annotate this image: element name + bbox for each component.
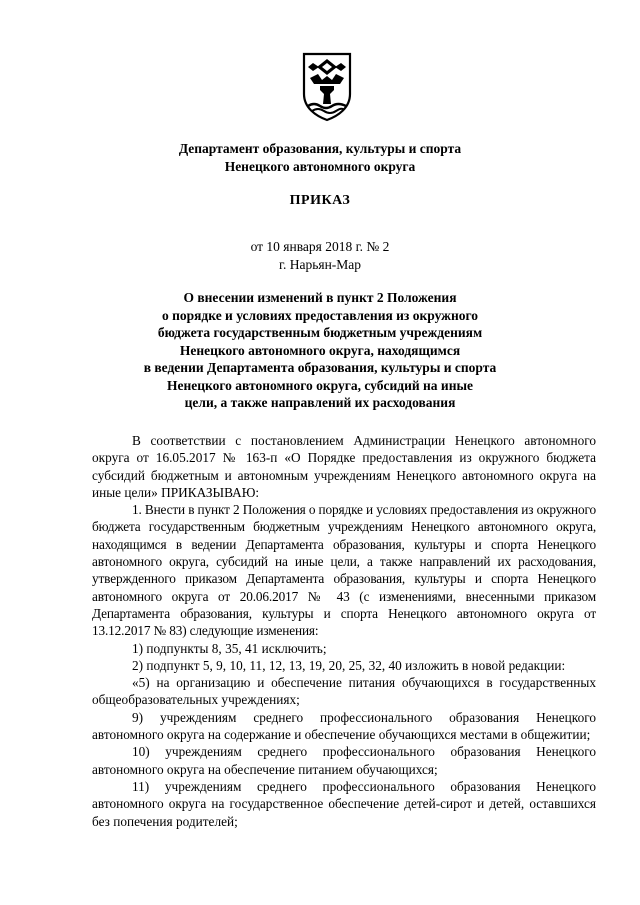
order-date-block — [0, 238, 640, 274]
subject-line: Ненецкого автономного округа, субсидий на иные — [166, 377, 474, 393]
subject-line: О внесении изменений в пункт 2 Положения — [183, 290, 457, 305]
order-place: г. Нарьян-Мар — [278, 257, 362, 272]
subject-line: в ведении Департамента образования, культуры и спорта — [143, 360, 497, 375]
order-body — [92, 432, 596, 830]
department-header — [0, 140, 640, 176]
item-1-paragraph: 1. Внести в пункт 2 Положения о порядке и условиях предоставления из окружного бюджета государственным бюджетным учреждениям Ненецкого автономного округа, находящимся в ведении Департамента образования, культуры и спорта Ненецкого автономного округа, субсидий на иные цели, а также направлений их расходования, утвержденного приказом Департамента образования, культуры и спорта Ненецкого автономного округа от 20.06.2017 № 43 (с изменениями, внесенными приказом Департамента образования, культуры и спорта Ненецкого автономного округа от 13.12.2017 № 83) следующие изменения: — [92, 502, 596, 639]
subject-line: Ненецкого автономного округа, находящимся — [179, 342, 461, 358]
subitem-2-paragraph: 2) подпункт 5, 9, 10, 11, 12, 13, 19, 20, 25, 32, 40 изложить в новой редакции: — [132, 657, 566, 673]
coat-of-arms-icon — [300, 50, 354, 122]
subject-line: цели, а также направлений их расходования — [184, 395, 456, 410]
subitem-1-paragraph: 1) подпункты 8, 35, 41 исключить; — [132, 640, 327, 656]
department-line-1: Департамент образования, культуры и спорта — [178, 141, 462, 156]
quoted-item-10-paragraph: 10) учреждениям среднего профессионального образования Ненецкого автономного округа на обеспечение питанием обучающихся; — [92, 744, 596, 777]
quoted-item-9-paragraph: 9) учреждениям среднего профессионального образования Ненецкого автономного округа на содержание и обеспечение обучающихся местами в общежитии; — [92, 709, 596, 743]
order-title: ПРИКАЗ — [289, 193, 351, 208]
quoted-item-5-paragraph: «5) на организацию и обеспечение питания обучающихся в государственных общеобразовательных учреждениях; — [92, 675, 596, 708]
order-subject — [0, 289, 640, 412]
subject-line: о порядке и условиях предоставления из окружного — [161, 307, 479, 323]
preamble-paragraph: В соответствии с постановлением Администрации Ненецкого автономного округа от 16.05.2017 № 163-п «О Порядке предоставления из окружного бюджета субсидий бюджетным и автономным учреждениям Ненецкого автономного округа на иные цели» ПРИКАЗЫВАЮ: — [92, 433, 596, 500]
subject-line: бюджета государственным бюджетным учреждениям — [157, 325, 483, 340]
department-line-2: Ненецкого автономного округа — [224, 159, 416, 174]
order-date-number: от 10 января 2018 г. № 2 — [250, 239, 390, 254]
quoted-item-11-paragraph: 11) учреждениям среднего профессионального образования Ненецкого автономного округа на государственное обеспечение детей-сирот и детей, оставшихся без попечения родителей; — [92, 778, 596, 829]
